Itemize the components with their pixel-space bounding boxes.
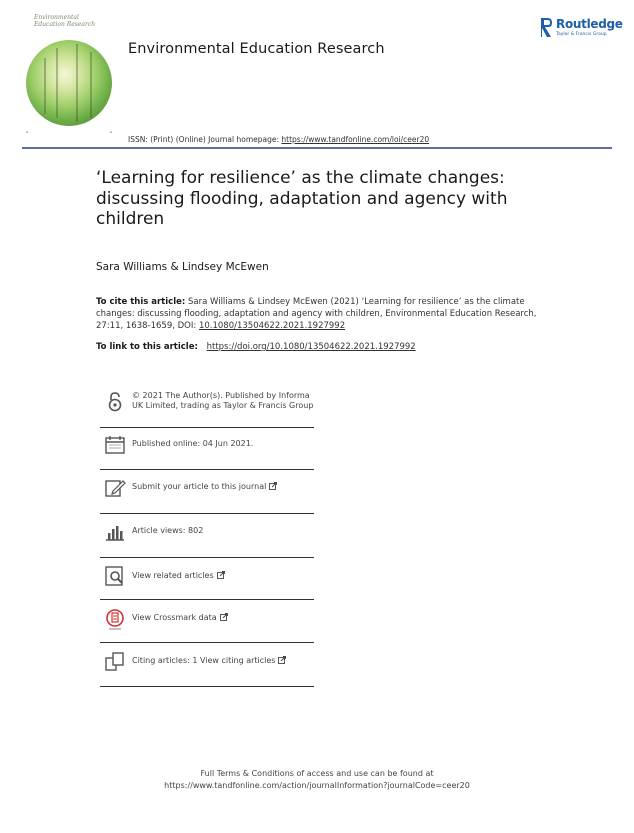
cover-forest-image [26,40,112,126]
published-online-item [100,428,314,470]
published-date: Published online: 04 Jun 2021. [132,439,254,448]
cover-journal-title [34,14,95,28]
external-link-icon [220,613,228,621]
calendar-icon [104,434,126,456]
routledge-mark-icon [540,17,553,38]
doi-link[interactable]: 10.1080/13504622.2021.1927992 [198,320,346,331]
crossmark-icon [104,608,126,630]
submit-article-item[interactable] [100,470,314,514]
submit-article-label[interactable]: Submit your article to this journal [132,482,267,491]
citation-block [96,297,546,332]
cover-title-line-2: Education Research [34,21,96,28]
article-info-list [100,388,314,687]
search-document-icon [104,565,126,587]
journal-cover-image [24,14,112,136]
article-title: ‘Learning for resilience’ as the climate changes: discussing flooding, adaptation and agency with children [96,168,508,229]
crossmark-link[interactable] [132,613,228,623]
external-link-icon [269,482,277,490]
routledge-logo-subtext: Taylor & Francis Group [556,32,607,37]
submit-article-link[interactable] [132,482,277,492]
issn-text: ISSN: (Print) (Online) Journal homepage: [128,135,280,144]
crossmark-label[interactable]: View Crossmark data [132,613,217,622]
cite-label: To cite this article: [96,297,186,307]
routledge-logo [540,17,623,43]
external-link-icon [217,571,225,579]
cover-title-line-1: Environmental [34,14,79,21]
footer-terms-url[interactable]: https://www.tandfonline.com/action/journalInformation?journalCode=ceer20 [164,781,470,790]
cite-text: Sara Williams & Lindsey McEwen (2021) ‘Learning for resilience’ as the climate changes: discussing flooding, adaptation and agency with children, Environmental Education Research, 27:11, 1638-1659, DOI: [96,297,537,331]
article-authors: Sara Williams & Lindsey McEwen [96,261,269,273]
external-link-icon [278,656,286,664]
bar-chart-icon [104,521,126,543]
journal-name: Environmental Education Research [128,41,385,57]
issn-line [128,135,429,144]
journal-homepage-link[interactable]: https://www.tandfonline.com/loi/ceer20 [281,135,430,144]
related-articles-link[interactable] [132,571,225,581]
citing-articles-item[interactable] [100,643,314,687]
header-divider [22,147,612,149]
open-access-item [100,388,314,428]
article-doi-url-link[interactable]: https://doi.org/10.1080/13504622.2021.1927992 [206,342,416,352]
citing-articles-link[interactable] [132,656,286,666]
link-label: To link to this article: [96,342,198,352]
edit-icon [104,477,126,499]
routledge-logo-text: Routledge [556,17,623,31]
citing-articles-icon [104,651,126,673]
related-articles-item[interactable] [100,558,314,600]
crossmark-item[interactable] [100,600,314,643]
open-access-icon [104,391,126,413]
copyright-text: © 2021 The Author(s). Published by Informa UK Limited, trading as Taylor & Francis Group [132,391,314,410]
footer-terms-line: Full Terms & Conditions of access and use can be found at [200,769,434,778]
citing-articles-label[interactable]: Citing articles: 1 View citing articles [132,656,276,665]
related-articles-label[interactable]: View related articles [132,571,214,580]
article-link-line [96,342,416,352]
cover-footer-marks: ▪ ▪ [26,130,112,134]
article-views-count: Article views: 802 [132,526,204,535]
article-views-item [100,514,314,558]
